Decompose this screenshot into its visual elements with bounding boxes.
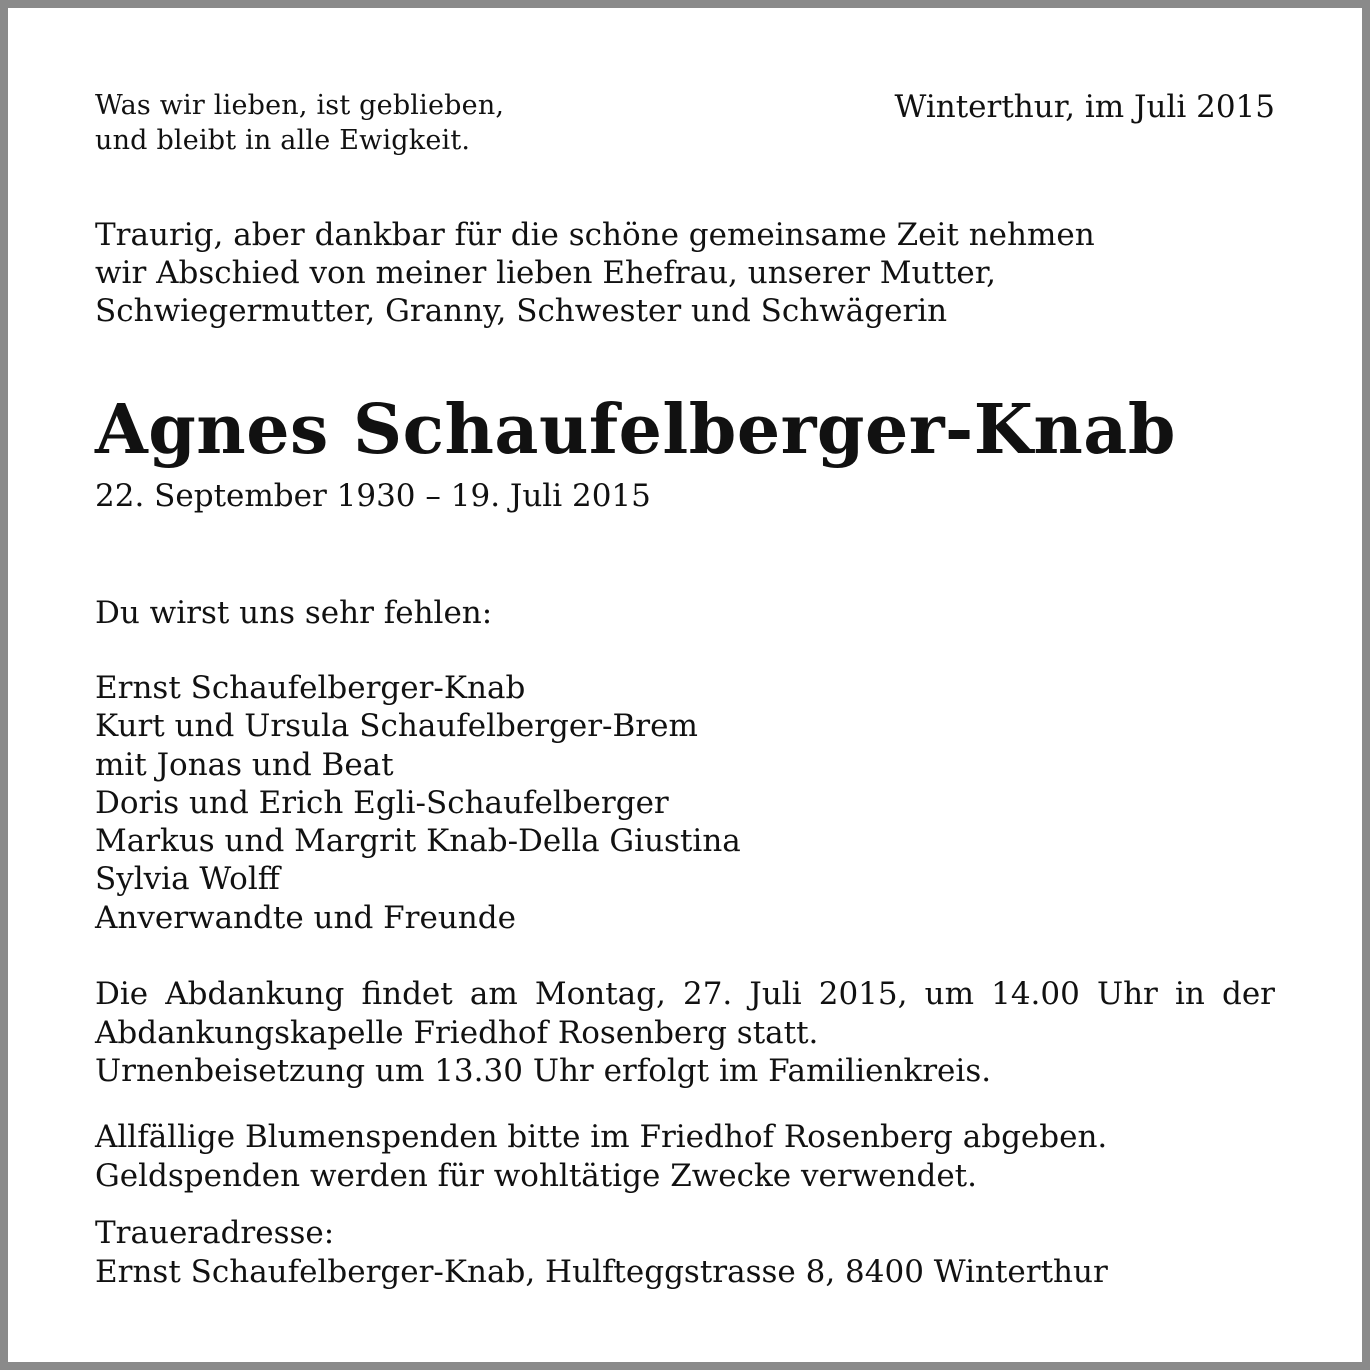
address-label: Traueradresse: [95,1215,335,1251]
service-line-1: Die Abdankung findet am Montag, 27. Juli 2015, um 14.00 Uhr in der [95,976,1275,1012]
service-info [95,975,1275,1091]
life-dates: 22. September 1930 – 19. Juli 2015 [95,478,651,514]
intro-text [95,216,1275,330]
place-date: Winterthur, im Juli 2015 [894,89,1275,125]
mourning-address [95,1214,1108,1292]
motto [95,88,504,158]
mourner-item: Ernst Schaufelberger-Knab [95,670,526,706]
mourner-item: Sylvia Wolff [95,861,280,898]
mourner-item: Markus und Margrit Knab-Della Giustina [95,823,741,860]
donations-line-1: Allfällige Blumenspenden bitte im Friedhof Rosenberg abgeben. [95,1119,1108,1155]
mourner-item: Doris und Erich Egli-Schaufelberger [95,784,669,821]
mourners-list [95,669,741,937]
intro-line-1: Traurig, aber dankbar für die schöne gemeinsame Zeit nehmen [95,217,1095,253]
mourners-heading: Du wirst uns sehr fehlen: [95,595,493,631]
motto-line-1: Was wir lieben, ist geblieben, [95,90,505,121]
address-value: Ernst Schaufelberger-Knab, Hulfteggstrasse 8, 8400 Winterthur [95,1254,1108,1290]
mourner-item: Anverwandte und Freunde [95,899,516,936]
mourner-item: mit Jonas und Beat [95,746,394,783]
donations-info [95,1118,1107,1195]
deceased-name: Agnes Schaufelberger-Knab [95,390,1176,470]
service-line-2: Abdankungskapelle Friedhof Rosenberg statt. [95,1014,819,1051]
intro-line-2: wir Abschied von meiner lieben Ehefrau, unserer Mutter, [95,255,997,291]
mourner-item: Kurt und Ursula Schaufelberger-Brem [95,708,698,745]
intro-line-3: Schwiegermutter, Granny, Schwester und Schwägerin [95,293,948,329]
donations-line-2: Geldspenden werden für wohltätige Zwecke verwendet. [95,1157,977,1194]
motto-line-2: und bleibt in alle Ewigkeit. [95,125,471,156]
service-line-3: Urnenbeisetzung um 13.30 Uhr erfolgt im Familienkreis. [95,1053,992,1089]
